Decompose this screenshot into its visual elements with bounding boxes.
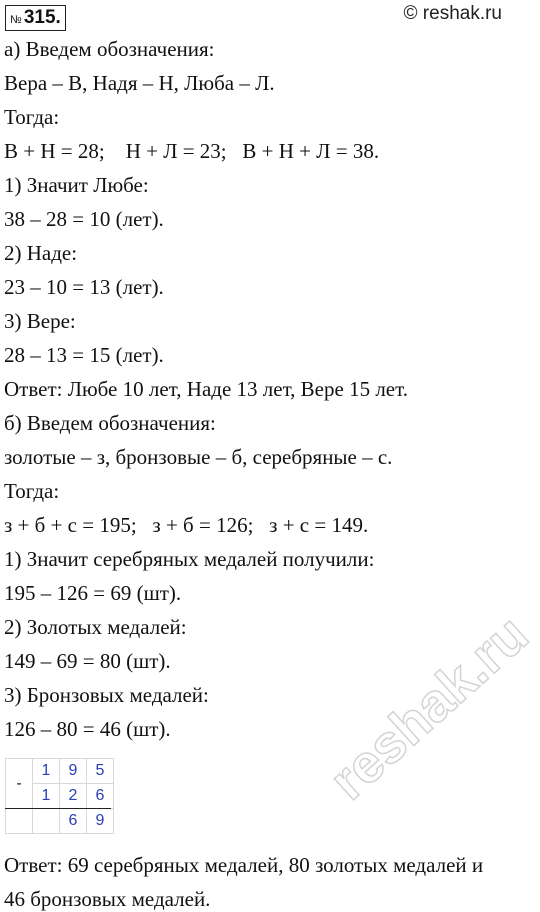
text-line: 3) Бронзовых медалей: [4, 683, 209, 707]
watermark: reshak.ru [318, 604, 540, 812]
grid-cell [6, 809, 33, 834]
grid-row-minuend [6, 759, 114, 784]
grid-cell: 9 [87, 809, 114, 834]
grid-cell: 1 [33, 759, 60, 784]
answer-line: Ответ: Любе 10 лет, Наде 13 лет, Вере 15 лет. [4, 377, 408, 401]
grid-cell: 2 [60, 784, 87, 809]
site-credit[interactable]: © reshak.ru [403, 3, 502, 24]
problem-number: 315. [23, 7, 61, 28]
grid-cell: 1 [33, 784, 60, 809]
grid-cell: 6 [60, 809, 87, 834]
grid-cell: 6 [87, 784, 114, 809]
minus-sign: - [6, 759, 33, 809]
text-line: б) Введем обозначения: [4, 411, 216, 435]
text-line: а) Введем обозначения: [4, 37, 215, 61]
text-line: 195 – 126 = 69 (шт). [4, 581, 182, 605]
text-line: 46 бронзовых медалей. [4, 887, 211, 911]
text-line: золотые – з, бронзовые – б, серебряные – с. [4, 445, 393, 469]
column-subtraction-grid [5, 758, 114, 834]
text-line: 2) Наде: [4, 241, 78, 265]
subtraction-rule [5, 808, 111, 809]
text-line: з + б + с = 195; з + б = 126; з + с = 149. [4, 513, 369, 537]
text-line: 28 – 13 = 15 (лет). [4, 343, 164, 367]
text-line: 38 – 28 = 10 (лет). [4, 207, 164, 231]
number-sign: № [10, 14, 22, 26]
text-line: Вера – В, Надя – Н, Люба – Л. [4, 71, 275, 95]
text-line: 3) Вере: [4, 309, 76, 333]
text-line: 1) Значит Любе: [4, 173, 149, 197]
text-line: 23 – 10 = 13 (лет). [4, 275, 164, 299]
text-line: Тогда: [4, 105, 60, 129]
grid-cell: 9 [60, 759, 87, 784]
text-line: 149 – 69 = 80 (шт). [4, 649, 171, 673]
text-line: Тогда: [4, 479, 60, 503]
grid-row-difference [6, 809, 114, 834]
grid-cell: 5 [87, 759, 114, 784]
text-line: 1) Значит серебряных медалей получили: [4, 547, 375, 571]
text-line: В + Н = 28; Н + Л = 23; В + Н + Л = 38. [4, 139, 380, 163]
answer-line: Ответ: 69 серебряных медалей, 80 золотых медалей и [4, 853, 484, 877]
text-line: 126 – 80 = 46 (шт). [4, 717, 171, 741]
problem-number-badge [5, 5, 66, 31]
grid-cell [33, 809, 60, 834]
text-line: 2) Золотых медалей: [4, 615, 187, 639]
